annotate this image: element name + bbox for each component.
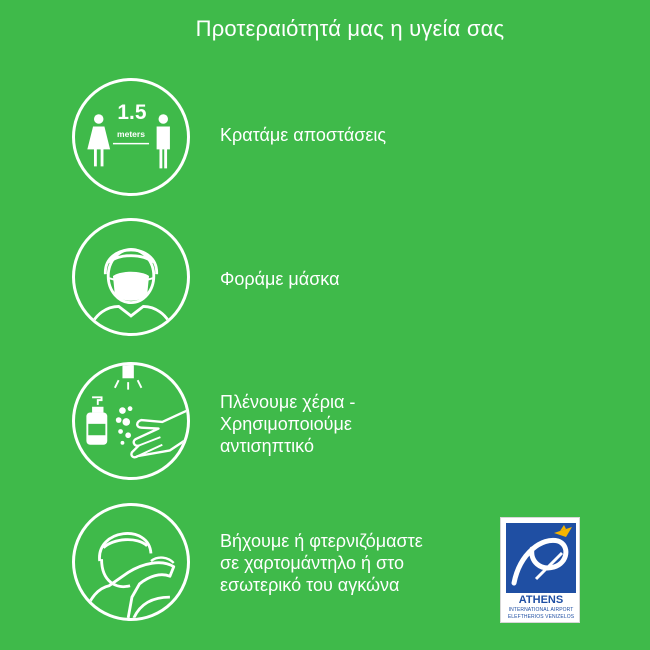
athens-airport-logo — [500, 517, 580, 623]
social-distance-icon — [72, 78, 190, 196]
guideline-label: Κρατάμε αποστάσεις — [220, 125, 387, 145]
face-mask-icon — [72, 218, 190, 336]
hand-sanitizer-icon — [72, 362, 190, 480]
airport-emblem-icon — [506, 523, 576, 593]
logo-subtitle: INTERNATIONAL AIRPORT — [508, 607, 574, 613]
cough-elbow-icon — [72, 503, 190, 621]
guideline-label: Φοράμε μάσκα — [220, 269, 340, 289]
distance-unit: meters — [117, 129, 145, 139]
distance-value: 1.5 — [117, 100, 147, 124]
logo-subtitle-2: ELEFTHERIOS VENIZELOS — [507, 614, 575, 620]
guideline-label: Βήχουμε ή φτερνιζόμαστε σε χαρτομάντηλο ή στο εσωτερικό του αγκώνα — [220, 531, 423, 595]
guideline-label: Πλένουμε χέρια - Χρησιμοποιούμε αντισηπτικό — [220, 392, 356, 456]
logo-name: ATHENS — [518, 594, 564, 606]
page-title: Προτεραιότητά μας η υγεία σας — [195, 16, 505, 41]
